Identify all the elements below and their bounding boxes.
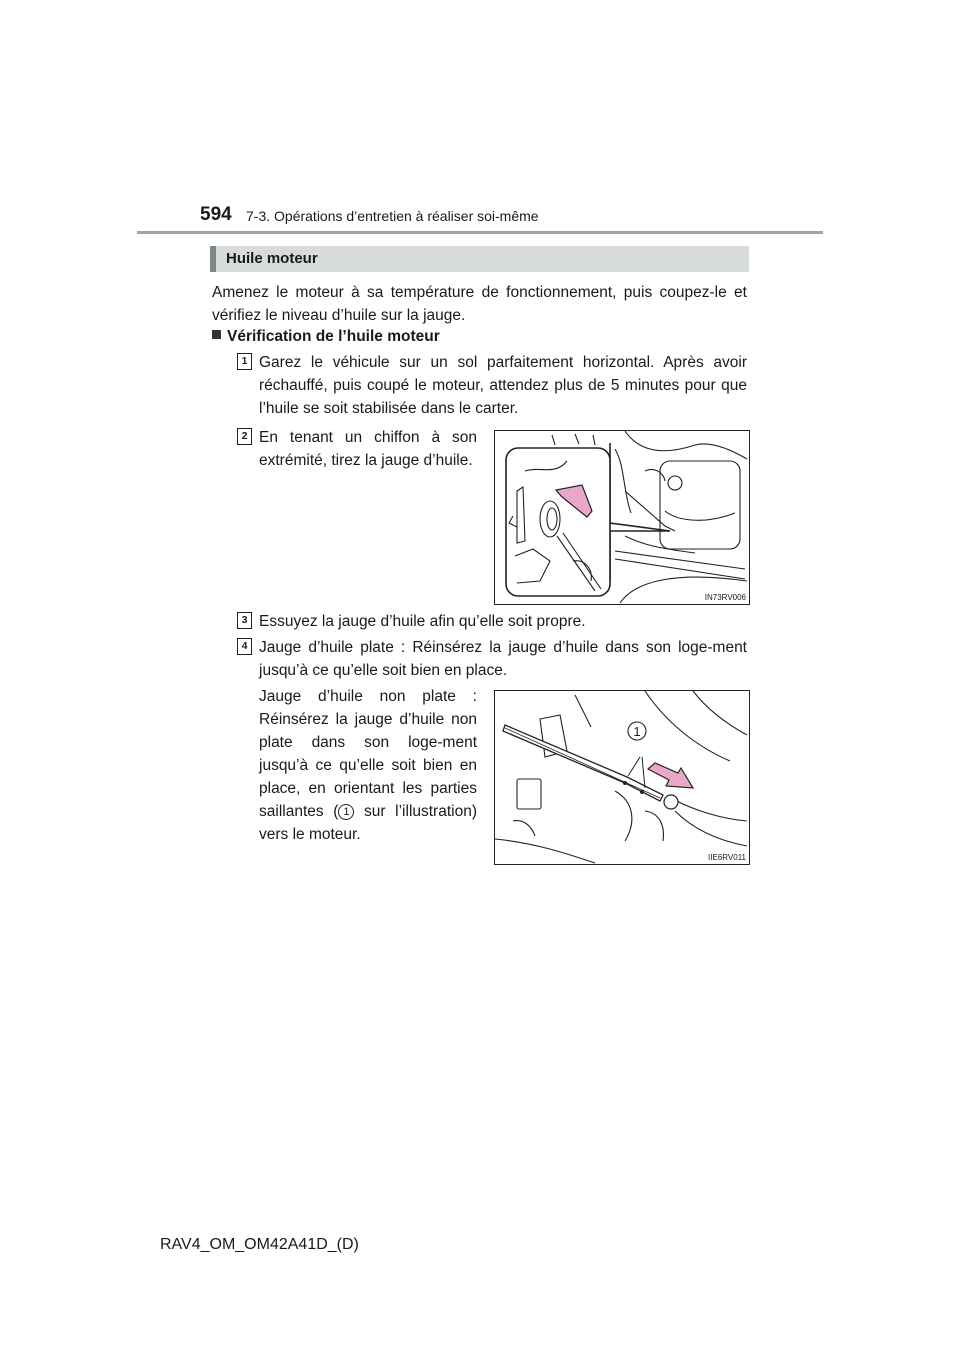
- subheading: [212, 328, 440, 346]
- subheading-text: Vérification de l’huile moteur: [227, 328, 440, 345]
- section-heading-bar: [210, 246, 749, 272]
- figure-code: IIE6RV011: [708, 853, 746, 862]
- nonflat-text-part-1: Jauge d’huile non plate : Réinsérez la jauge d’huile non plate dans son loge-ment jusqu’à ce qu’elle soit bien en place, en orientant les parties saillantes (: [259, 688, 477, 820]
- step-3-text: Essuyez la jauge d’huile afin qu’elle soit propre.: [259, 613, 586, 630]
- dipstick-drawing: [495, 691, 749, 864]
- dipstick-pull-illustration: [494, 430, 750, 605]
- header-divider: [137, 231, 823, 234]
- step-number-1: 1: [237, 353, 252, 370]
- step-number-2: 2: [237, 428, 252, 445]
- insert-direction-arrow: [648, 763, 693, 788]
- page-number: 594: [200, 204, 232, 225]
- step-4-text: Jauge d’huile plate : Réinsérez la jauge d’huile dans son loge-ment jusqu’à ce qu’elle soit bien en place.: [259, 639, 747, 679]
- intro-paragraph: Amenez le moteur à sa température de fonctionnement, puis coupez-le et vérifiez le niveau d’huile sur la jauge.: [212, 284, 747, 324]
- engine-bay-drawing: [495, 431, 749, 604]
- chapter-title: 7-3. Opérations d’entretien à réaliser soi-même: [246, 208, 539, 224]
- square-bullet-icon: [212, 330, 221, 339]
- footer-document-code: RAV4_OM_OM42A41D_(D): [160, 1236, 359, 1253]
- section-title: Huile moteur: [226, 250, 318, 267]
- step-1-text: Garez le véhicule sur un sol parfaitement horizontal. Après avoir réchauffé, puis coupé le moteur, attendez plus de 5 minutes pour que l’huile se soit stabilisée dans le carter.: [259, 354, 747, 417]
- step-2-text: En tenant un chiffon à son extrémité, tirez la jauge d’huile.: [259, 429, 477, 469]
- nonflat-text-part-2: sur l’illustration) vers le moteur.: [259, 803, 477, 843]
- dipstick-insert-illustration: [494, 690, 750, 865]
- callout-1-inline: 1: [338, 804, 354, 820]
- step-number-3: 3: [237, 612, 252, 629]
- step-4-nonflat-text: [259, 685, 477, 846]
- figure-code: IN73RV006: [704, 593, 746, 602]
- callout-1-label: 1: [633, 724, 641, 739]
- step-number-4: 4: [237, 638, 252, 655]
